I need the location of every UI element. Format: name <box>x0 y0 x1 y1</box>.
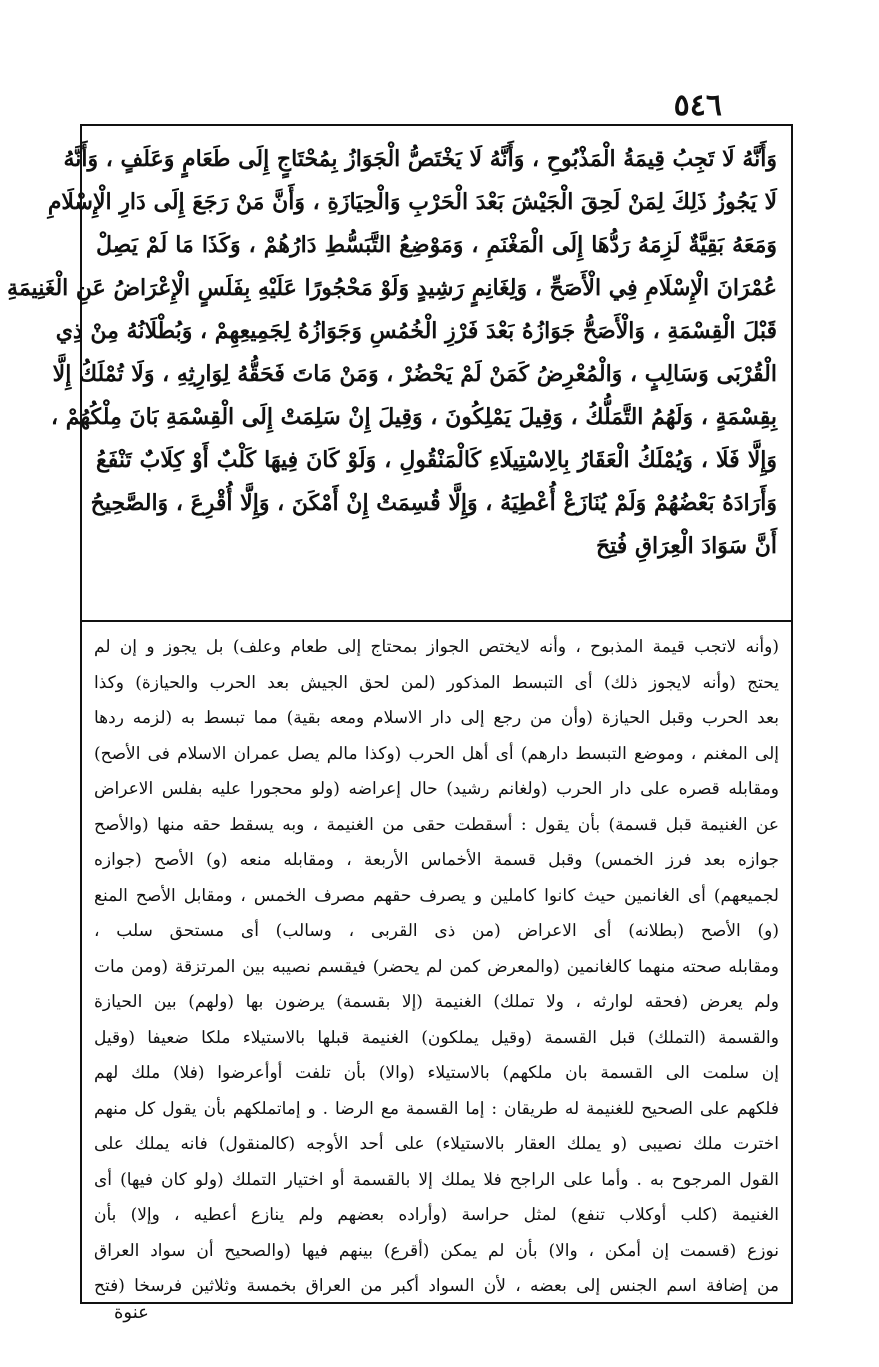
matn-line: وَأَنَّهُ لَا تَجِبُ قِيمَةُ الْمَذْبُوحِ ، وَأَنَّهُ لَا يَخْتَصُّ الْجَوَازُ بِمُحْتَاجٍ إِلَى طَعَامٍ وَعَلَفٍ ، وَأَنَّهُ <box>63 146 777 172</box>
sharh-line: (و) الأصح (بطلانه) أى الاعراض (من ذى القربى ، وسالب) أى مستحق سلب ، <box>94 921 779 941</box>
matn-line: وَمَعَهُ بَقِيَّةٌ لَزِمَهُ رَدُّهَا إِلَى الْمَغْنَمِ ، وَمَوْضِعُ التَّبَسُّطِ دَارُهُمْ ، وَكَذَا مَا لَمْ يَصِلْ <box>96 232 777 258</box>
sharh-line: والقسمة (التملك) قبل القسمة (وقيل يملكون) الغنيمة قبلها بالاستيلاء ملكا ضعيفا (وقيل <box>94 1027 779 1048</box>
section-divider <box>80 620 793 622</box>
sharh-line: ولم يعرض (فحقه لوارثه ، ولا تملك) الغنيمة (إلا بقسمة) يرضون بها (ولهم) بين الحيازة <box>94 992 779 1012</box>
sharh-line: إلى المغنم ، وموضع التبسط دارهم) أى أهل الحرب (وكذا مالم يصل عمران الاسلام فى الأصح) <box>94 743 779 764</box>
sharh-line: لجميعهم) أى الغانمين حيث كانوا كاملين و يصرف حقهم مصرف الخمس ، ومقابل الأصح المنع <box>94 885 779 906</box>
sharh-line: القول المرجوح به . وأما على الراجح فلا يملك إلا بالقسمة أو اختيار التملك (ولو كان فيها) أى <box>94 1169 779 1190</box>
matn-line: الْقُرْبَى وَسَالِبٍ ، وَالْمُعْرِضُ كَمَنْ لَمْ يَحْضُرْ ، وَمَنْ مَاتَ فَحَقُّهُ لِوَارِثِهِ ، وَلَا تُمْلَكُ إِلَّا <box>52 361 777 387</box>
sharh-line: ومقابله صحته منهما كالغانمين (والمعرض كمن لم يحضر) فيقسم نصيبه بين المرتزقة (ومن مات <box>94 956 779 977</box>
matn-block <box>7 126 791 620</box>
sharh-line: الغنيمة (كلب أوكلاب تنفع) لمثل حراسة (وأراده بعضهم ولم ينازع أعطيه ، وإلا) بأن <box>94 1205 779 1225</box>
matn-line: بِقِسْمَةٍ ، وَلَهُمُ التَّمَلُّكُ ، وَقِيلَ يَمْلِكُونَ ، وَقِيلَ إِنْ سَلِمَتْ إِلَى الْقِسْمَةِ بَانَ مِلْكُهُمْ ، <box>51 404 777 430</box>
sharh-line: عن الغنيمة قبل قسمة) بأن يقول : أسقطت حقى من الغنيمة ، وبه يسقط حقه منها (والأصح <box>94 814 779 835</box>
sharh-line: نوزع (قسمت إن أمكن ، والا) بأن لم يمكن (أقرع) بينهم فيها (والصحيح أن سواد العراق <box>94 1240 779 1261</box>
matn-line: عُمْرَانَ الْإِسْلَامِ فِي الْأَصَحِّ ، وَلِغَانِمٍ رَشِيدٍ وَلَوْ مَحْجُورًا عَلَيْهِ بِفَلَسٍ الْإِعْرَاضُ عَنِ الْغَنِيمَةِ <box>7 275 777 301</box>
sharh-line: جوازه بعد فرز الخمس) وقبل قسمة الأخماس الأربعة ، ومقابله منعه (و) الأصح (جوازه <box>94 850 779 870</box>
sharh-line: يحتج (وأنه لايجوز ذلك) أى التبسط المذكور (لمن لحق الجيش بعد الحرب والحيازة) وكذا <box>94 672 779 693</box>
sharh-line: ومقابله قصره على دار الحرب (ولغانم رشيد) حال إعراضه (ولو محجورا عليه بفلس الاعراض <box>94 779 779 799</box>
sharh-line: فلكهم على الصحيح للغنيمة له طريقان : إما القسمة مع الرضا . و إماتملكهم بأن يقول كل منهم <box>94 1098 779 1119</box>
sharh-line: من إضافة اسم الجنس إلى بعضه ، لأن السواد أكبر من العراق بخمسة وثلاثين فرسخا (فتح <box>94 1276 779 1296</box>
sharh-line: (وأنه لاتجب قيمة المذبوح ، وأنه لايختص الجواز بمحتاج إلى طعام وعلف) بل يجوز و إن لم <box>94 637 779 657</box>
sharh-line: بعد الحرب وقبل الحيازة (وأن من رجع إلى دار الاسلام ومعه بقية) مما تبسط به (لزمه ردها <box>94 708 779 728</box>
sharh-block <box>82 630 791 1305</box>
matn-line: قَبْلَ الْقِسْمَةِ ، وَالْأَصَحُّ جَوَازُهُ بَعْدَ فَرْزِ الْخُمُسِ وَجَوَازُهُ لِجَمِيعِهِمْ ، وَبُطْلَانُهُ مِنْ ذِي <box>55 318 777 344</box>
matn-line: وَأَرَادَهُ بَعْضُهُمْ وَلَمْ يُنَازَعْ أُعْطِيَهُ ، وَإِلَّا قُسِمَتْ إِنْ أَمْكَنَ ، وَإِلَّا أُقْرِعَ ، وَالصَّحِيحُ <box>90 490 777 516</box>
sharh-line: إن سلمت الى القسمة بان ملكهم) بالاستيلاء (والا) بأن تلفت أوأعرضوا (فلا) ملك لهم <box>94 1063 779 1083</box>
matn-line: لَا يَجُوزُ ذَلِكَ لِمَنْ لَحِقَ الْجَيْشَ بَعْدَ الْحَرْبِ وَالْحِيَازَةِ ، وَأَنَّ مَنْ رَجَعَ إِلَى دَارِ الْإِسْلَامِ <box>47 189 777 215</box>
text-frame <box>7 124 793 1304</box>
matn-line: أَنَّ سَوَادَ الْعِرَاقِ فُتِحَ <box>595 533 777 559</box>
catchword: عنوة <box>114 1302 149 1323</box>
sharh-line: اخترت ملك نصيبى (و يملك العقار بالاستيلاء) على أحد الأوجه (كالمنقول) فانه يملك على <box>94 1134 779 1154</box>
page-number: ٥٤٦ <box>673 88 722 123</box>
matn-line: وَإِلَّا فَلَا ، وَيُمْلَكُ الْعَقَارُ بِالِاسْتِيلَاءِ كَالْمَنْقُولِ ، وَلَوْ كَانَ فِيهَا كَلْبٌ أَوْ كِلَابٌ تَنْفَعُ <box>96 447 777 473</box>
